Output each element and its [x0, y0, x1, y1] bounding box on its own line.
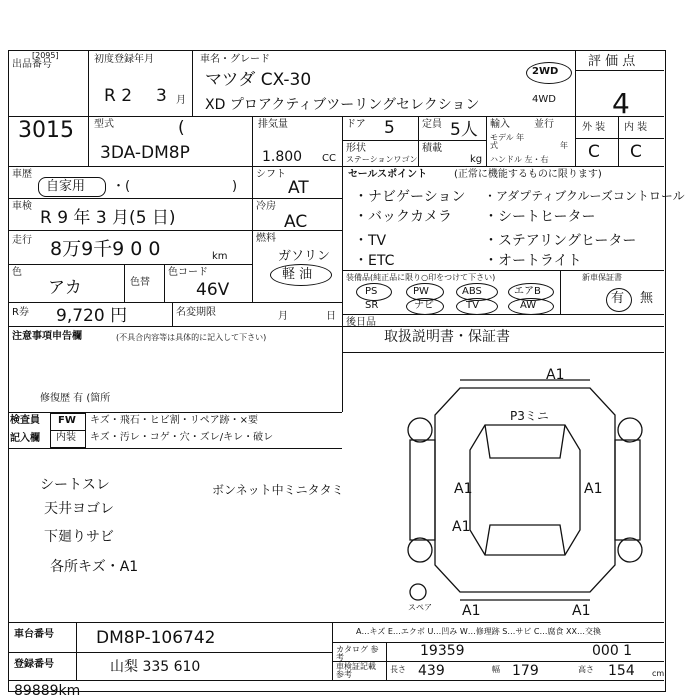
divider	[8, 680, 664, 681]
interior-grade: C	[630, 142, 642, 162]
catalog-value: 19359	[420, 643, 465, 659]
eval-score: 4	[612, 87, 630, 120]
body-type: ステーションワゴン	[346, 155, 418, 164]
lot-small: [2095]	[32, 51, 59, 60]
divider	[8, 652, 332, 653]
warranty-no: 無	[640, 291, 654, 306]
lot-label: 出品番号	[12, 59, 52, 70]
dims-label: 車検証記載 参考	[336, 662, 376, 679]
diagram-left-side	[410, 440, 435, 540]
inspector-line1: キズ・飛石・ヒビ割・リペア跡・×要	[90, 415, 258, 426]
divider	[8, 302, 342, 303]
inspection-value: R 9 年 3 月(5 日)	[40, 208, 176, 228]
notes-note: (不具合内容等は具体的に記入して下さい)	[116, 333, 267, 342]
title-change-label: 名変期限	[176, 307, 216, 318]
model-value: 3DA-DM8P	[100, 143, 190, 163]
eval-label: 評 価 点	[588, 54, 636, 69]
odometer-note: 89889km	[14, 683, 81, 699]
diagram-rear-window	[485, 525, 565, 555]
width-label: 幅	[492, 665, 500, 674]
equip-item: AW	[520, 300, 537, 311]
title-day-label: 日	[326, 311, 336, 322]
sales-points-label: セールスポイント	[348, 169, 428, 180]
inspector-comment: シートスレ	[40, 477, 110, 493]
divider	[8, 622, 664, 623]
diagram-spare	[410, 584, 426, 600]
divider	[342, 140, 486, 141]
chassis-value: DM8P-106742	[96, 628, 216, 648]
later-value: 取扱説明書・保証書	[384, 329, 510, 345]
divider	[8, 326, 664, 327]
diagram-mark: A1	[584, 481, 603, 497]
inspector-line2: キズ・汚レ・コゲ・穴・ズレ/キレ・破レ	[90, 432, 274, 443]
divider	[342, 270, 664, 271]
plate-value: 山梨 335 610	[110, 659, 201, 675]
length-value: 439	[418, 663, 445, 679]
divider	[8, 448, 342, 449]
divider	[342, 116, 343, 166]
equip-item: SR	[365, 300, 379, 311]
lot-number: 3015	[18, 118, 74, 143]
diagram-mark: A1	[546, 367, 565, 383]
color-code-value: 46V	[196, 280, 230, 300]
shift-value: AT	[288, 178, 309, 198]
later-label: 後日品	[346, 317, 376, 328]
exterior-grade: C	[588, 142, 600, 162]
color-code-label: 色コード	[168, 267, 208, 278]
interior-label: 内 装	[624, 122, 648, 133]
divider	[332, 622, 333, 680]
divider	[8, 116, 664, 117]
load-label: 積載	[422, 143, 442, 154]
divider	[342, 326, 343, 412]
car-diagram	[390, 360, 660, 622]
warranty-yes: 有	[611, 291, 625, 306]
diagram-mark: A1	[454, 481, 473, 497]
diagram-mark: A1	[452, 519, 471, 535]
month-unit: 月	[176, 95, 186, 106]
divider	[8, 166, 664, 167]
model-mark: (	[178, 118, 185, 138]
drive-4wd: 4WD	[532, 94, 556, 105]
sales-point-item: ・オートライト	[484, 253, 582, 269]
diagram-windshield	[485, 425, 565, 458]
diagram-spare-label: スペア	[408, 603, 432, 612]
equip-item: エアB	[514, 286, 541, 297]
door-value: 5	[384, 118, 395, 138]
divider	[164, 264, 165, 302]
divider	[418, 116, 419, 166]
sales-point-item: ・TV	[354, 233, 387, 249]
displacement-label: 排気量	[258, 119, 288, 130]
inspector-comment: 下廻りサビ	[44, 529, 114, 545]
equip-item: ナビ	[414, 300, 434, 311]
legend: A…キズ E…エクボ U…凹み W…修理跡 S…サビ C…腐食 XX…交換	[356, 627, 602, 636]
km-unit: km	[212, 251, 228, 262]
shape-label: 形状	[346, 143, 366, 154]
divider	[172, 302, 173, 326]
divider	[386, 642, 387, 680]
diagram-mark: A1	[462, 603, 481, 619]
diagram-mark: P3ミニ	[510, 409, 549, 423]
inspector-comment: 天井ヨゴレ	[44, 501, 114, 517]
mileage-label: 走行	[12, 235, 32, 246]
use-close: )	[232, 179, 238, 194]
divider	[124, 264, 125, 302]
divider	[575, 70, 664, 71]
diagram-wheel	[618, 538, 642, 562]
kg-unit: kg	[470, 154, 483, 165]
fuel-label: 燃料	[256, 233, 276, 244]
inspector-comment: ボンネット中ミニタタミ	[212, 483, 344, 497]
diagram-roof	[470, 425, 580, 555]
divider	[8, 264, 252, 265]
equip-item: ABS	[462, 286, 482, 297]
drive-2wd: 2WD	[532, 66, 559, 77]
divider	[192, 50, 193, 116]
use-rest: ・(	[112, 179, 131, 194]
first-reg-month: 3	[156, 86, 167, 106]
inspector-label: 検査員	[10, 415, 40, 426]
divider	[618, 116, 619, 166]
divider	[560, 270, 561, 314]
divider	[575, 50, 576, 166]
exterior-label: 外 装	[582, 122, 606, 133]
displacement-value: 1.800	[262, 149, 303, 165]
shift-label: シフト	[256, 169, 286, 180]
extra-value: 000 1	[592, 643, 633, 659]
fuel-diesel: 軽 油	[282, 267, 313, 282]
capacity-label: 定員	[422, 119, 442, 130]
diagram-wheel	[618, 418, 642, 442]
car-grade: XD プロアクティブツーリングセレクション	[205, 97, 480, 113]
divider	[342, 166, 343, 326]
sales-points-note: (正常に機能するものに限ります)	[454, 169, 602, 180]
sales-point-item: ・ナビゲーション	[354, 189, 466, 205]
recycle-value: 9,720 円	[56, 306, 128, 326]
warranty-label: 新車保証書	[582, 273, 622, 282]
divider	[486, 116, 487, 166]
sales-point-item: ・ステアリングヒーター	[484, 233, 637, 249]
divider	[342, 352, 664, 353]
color-change-label: 色替	[130, 277, 150, 288]
recycle-label: R券	[12, 307, 29, 318]
aircon-value: AC	[284, 212, 308, 232]
year-unit: 年	[560, 141, 568, 150]
diagram-mark: A1	[572, 603, 591, 619]
car-label: 車名・グレード	[200, 54, 270, 65]
length-label: 長さ	[390, 665, 406, 674]
inspection-label: 車検	[12, 201, 32, 212]
height-value: 154	[608, 663, 635, 679]
color-value: アカ	[48, 278, 82, 298]
import-label: 輸入	[490, 119, 510, 130]
model-year-label: モデル 年式	[490, 133, 525, 150]
divider	[342, 314, 664, 315]
capacity-value: 5人	[450, 120, 478, 140]
chassis-label: 車台番号	[14, 629, 54, 640]
record-label: 記入欄	[10, 433, 40, 444]
notes-label: 注意事項申告欄	[12, 331, 82, 342]
width-value: 179	[512, 663, 539, 679]
fuel-gas: ガソリン	[278, 249, 331, 264]
equip-item: PS	[365, 286, 378, 297]
aircon-label: 冷房	[256, 201, 276, 212]
interior-label-box: 内装	[56, 432, 76, 443]
height-label: 高さ	[578, 665, 594, 674]
handle-label: ハンドル 左・右	[490, 155, 549, 164]
cc-unit: CC	[322, 153, 336, 164]
mileage-value: 8万9千9 0 0	[50, 238, 161, 260]
use-label: 車歴	[12, 169, 32, 180]
divider	[252, 166, 253, 302]
equipment-label: 装備品(純正品に限り○印をつけて下さい)	[346, 273, 496, 282]
use-value: 自家用	[46, 179, 86, 194]
car-name: マツダ CX-30	[205, 70, 312, 90]
diagram-right-side	[615, 440, 640, 540]
color-label: 色	[12, 267, 22, 278]
first-reg-label: 初度登録年月	[94, 54, 154, 65]
catalog-label: カタログ 参考	[336, 645, 379, 662]
equip-item: TV	[466, 300, 479, 311]
divider	[88, 50, 89, 166]
diagram-wheel	[408, 538, 432, 562]
parallel-label: 並行	[534, 119, 554, 130]
inspector-comment: 各所キズ・A1	[50, 559, 139, 575]
divider	[575, 138, 664, 139]
divider	[8, 198, 342, 199]
equip-item: PW	[413, 286, 429, 297]
sales-point-item: ・シートヒーター	[484, 209, 596, 225]
divider	[76, 622, 77, 680]
sales-point-item: ・バックカメラ	[354, 209, 452, 225]
door-label: ドア	[346, 119, 366, 130]
divider	[252, 116, 253, 166]
sales-point-item: ・アダプティブクルーズコントロール	[484, 189, 685, 203]
model-label: 型式	[94, 119, 114, 130]
diagram-wheel	[408, 418, 432, 442]
first-reg-year: R 2	[104, 86, 133, 106]
repair-history: 修復歴 有 (箇所	[40, 393, 111, 404]
plate-label: 登録番号	[14, 659, 54, 670]
sales-point-item: ・ETC	[354, 253, 395, 269]
title-month-label: 月	[278, 311, 288, 322]
cm-unit: cm	[652, 669, 665, 678]
fw-label: FW	[58, 415, 76, 426]
